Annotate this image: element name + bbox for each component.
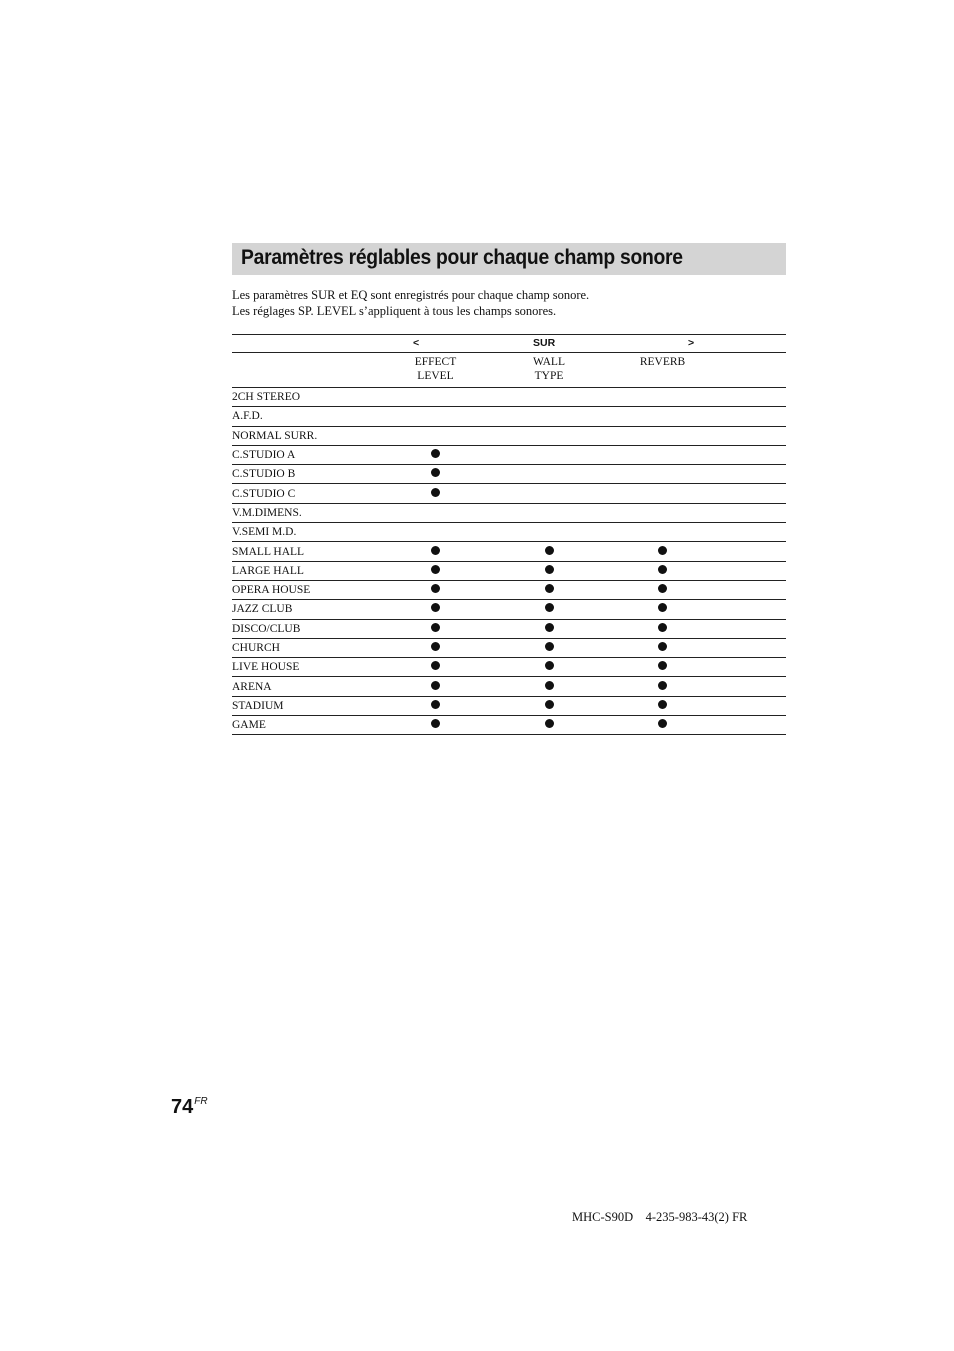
adjustable-dot-icon: [431, 488, 440, 497]
sur-group-header: [232, 335, 786, 353]
cell-wall-type: [492, 542, 606, 561]
sound-field-name: 2CH STEREO: [232, 388, 379, 407]
sound-field-name: V.SEMI M.D.: [232, 523, 379, 542]
cell-wall-type: [492, 638, 606, 657]
sound-field-name: C.STUDIO C: [232, 484, 379, 503]
table-row: [232, 465, 786, 484]
cell-reverb: [606, 600, 719, 619]
cell-wall-type: [492, 407, 606, 426]
cell-reverb: [606, 445, 719, 464]
cell-wall-type: [492, 619, 606, 638]
page-number: $74^{FR}$: [171, 1096, 208, 1118]
sound-field-name: GAME: [232, 716, 379, 735]
adjustable-dot-icon: [431, 584, 440, 593]
section-title: Paramètres réglables pour chaque champ sonore: [241, 246, 683, 269]
adjustable-dot-icon: [431, 700, 440, 709]
cell-effect-level: [379, 445, 492, 464]
table-row: [232, 503, 786, 522]
column-header-reverb: REVERB: [606, 353, 719, 388]
sound-field-name: LARGE HALL: [232, 561, 379, 580]
adjustable-dot-icon: [545, 584, 554, 593]
cell-effect-level: [379, 561, 492, 580]
table-row: [232, 658, 786, 677]
sound-field-name: SMALL HALL: [232, 542, 379, 561]
footer-model: MHC-S90D: [572, 1210, 634, 1224]
cell-wall-type: [492, 696, 606, 715]
cell-wall-type: [492, 426, 606, 445]
table-row: [232, 426, 786, 445]
cell-wall-type: [492, 716, 606, 735]
sur-group-label: SUR: [533, 337, 556, 349]
cell-effect-level: [379, 677, 492, 696]
column-header-row: [232, 353, 786, 388]
cell-effect-level: [379, 523, 492, 542]
adjustable-dot-icon: [658, 719, 667, 728]
adjustable-dot-icon: [658, 661, 667, 670]
sound-field-name: V.M.DIMENS.: [232, 503, 379, 522]
cell-reverb: [606, 696, 719, 715]
adjustable-dot-icon: [545, 603, 554, 612]
adjustable-dot-icon: [658, 681, 667, 690]
sound-field-name: OPERA HOUSE: [232, 580, 379, 599]
cell-effect-level: [379, 484, 492, 503]
page-language-suffix: FR: [194, 1096, 208, 1107]
table-row: [232, 600, 786, 619]
cell-wall-type: [492, 523, 606, 542]
adjustable-dot-icon: [658, 623, 667, 632]
table-row: [232, 716, 786, 735]
cell-wall-type: [492, 484, 606, 503]
adjustable-dot-icon: [545, 700, 554, 709]
intro-line-1: Les paramètres SUR et EQ sont enregistrés pour chaque champ sonore.: [232, 288, 590, 302]
sound-field-name: ARENA: [232, 677, 379, 696]
adjustable-dot-icon: [545, 661, 554, 670]
adjustable-dot-icon: [545, 565, 554, 574]
cell-reverb: [606, 388, 719, 407]
cell-effect-level: [379, 658, 492, 677]
cell-wall-type: [492, 600, 606, 619]
footer-code: 4-235-983-43(2) FR: [645, 1210, 748, 1224]
table-row: [232, 542, 786, 561]
adjustable-dot-icon: [658, 584, 667, 593]
cell-reverb: [606, 619, 719, 638]
table-row: [232, 388, 786, 407]
sound-field-name: A.F.D.: [232, 407, 379, 426]
cell-effect-level: [379, 426, 492, 445]
sound-field-name: LIVE HOUSE: [232, 658, 379, 677]
adjustable-dot-icon: [431, 449, 440, 458]
cell-wall-type: [492, 580, 606, 599]
table-row: [232, 619, 786, 638]
adjustable-dot-icon: [545, 681, 554, 690]
table-row: [232, 445, 786, 464]
cell-reverb: [606, 542, 719, 561]
cell-wall-type: [492, 445, 606, 464]
adjustable-dot-icon: [658, 546, 667, 555]
cell-effect-level: [379, 619, 492, 638]
table-row: [232, 580, 786, 599]
adjustable-dot-icon: [658, 603, 667, 612]
cell-effect-level: [379, 503, 492, 522]
cell-effect-level: [379, 465, 492, 484]
footer-reference: [572, 1210, 747, 1225]
cell-reverb: [606, 638, 719, 657]
table-row: [232, 696, 786, 715]
sound-field-name: STADIUM: [232, 696, 379, 715]
sound-field-name: C.STUDIO B: [232, 465, 379, 484]
table-row: [232, 523, 786, 542]
column-header-wall-type: WALL TYPE: [492, 353, 606, 388]
adjustable-dot-icon: [545, 719, 554, 728]
cell-wall-type: [492, 677, 606, 696]
cell-effect-level: [379, 696, 492, 715]
adjustable-dot-icon: [658, 642, 667, 651]
table-row: [232, 677, 786, 696]
cell-effect-level: [379, 716, 492, 735]
sound-field-name: NORMAL SURR.: [232, 426, 379, 445]
sound-field-name: JAZZ CLUB: [232, 600, 379, 619]
adjustable-dot-icon: [545, 642, 554, 651]
cell-wall-type: [492, 561, 606, 580]
adjustable-dot-icon: [431, 642, 440, 651]
cell-reverb: [606, 407, 719, 426]
cell-effect-level: [379, 600, 492, 619]
adjustable-dot-icon: [431, 661, 440, 670]
adjustable-dot-icon: [431, 719, 440, 728]
adjustable-dot-icon: [658, 700, 667, 709]
adjustable-dot-icon: [431, 623, 440, 632]
cell-reverb: [606, 426, 719, 445]
adjustable-dot-icon: [431, 681, 440, 690]
sur-bracket-left: <: [413, 337, 420, 349]
cell-effect-level: [379, 580, 492, 599]
table-row: [232, 484, 786, 503]
cell-reverb: [606, 677, 719, 696]
intro-line-2: Les réglages SP. LEVEL s’appliquent à tous les champs sonores.: [232, 304, 557, 318]
cell-effect-level: [379, 638, 492, 657]
intro-text: [232, 287, 589, 319]
adjustable-dot-icon: [545, 546, 554, 555]
table-body: [232, 388, 786, 735]
cell-wall-type: [492, 658, 606, 677]
sound-field-name: C.STUDIO A: [232, 445, 379, 464]
table-row: [232, 407, 786, 426]
cell-reverb: [606, 484, 719, 503]
adjustable-dot-icon: [431, 565, 440, 574]
adjustable-dot-icon: [431, 468, 440, 477]
table-row: [232, 561, 786, 580]
cell-effect-level: [379, 407, 492, 426]
cell-reverb: [606, 658, 719, 677]
cell-effect-level: [379, 388, 492, 407]
cell-reverb: [606, 465, 719, 484]
section-title-bar: [232, 243, 786, 275]
sound-field-name: DISCO/CLUB: [232, 619, 379, 638]
cell-reverb: [606, 561, 719, 580]
sound-field-parameters-table: [232, 334, 786, 735]
cell-wall-type: [492, 465, 606, 484]
cell-reverb: [606, 523, 719, 542]
cell-wall-type: [492, 503, 606, 522]
cell-effect-level: [379, 542, 492, 561]
adjustable-dot-icon: [431, 546, 440, 555]
cell-wall-type: [492, 388, 606, 407]
cell-reverb: [606, 716, 719, 735]
adjustable-dot-icon: [545, 623, 554, 632]
cell-reverb: [606, 580, 719, 599]
sur-bracket-right: >: [688, 337, 695, 349]
adjustable-dot-icon: [658, 565, 667, 574]
adjustable-dot-icon: [431, 603, 440, 612]
table-row: [232, 638, 786, 657]
sound-field-name: CHURCH: [232, 638, 379, 657]
cell-reverb: [606, 503, 719, 522]
column-header-effect-level: EFFECT LEVEL: [379, 353, 492, 388]
